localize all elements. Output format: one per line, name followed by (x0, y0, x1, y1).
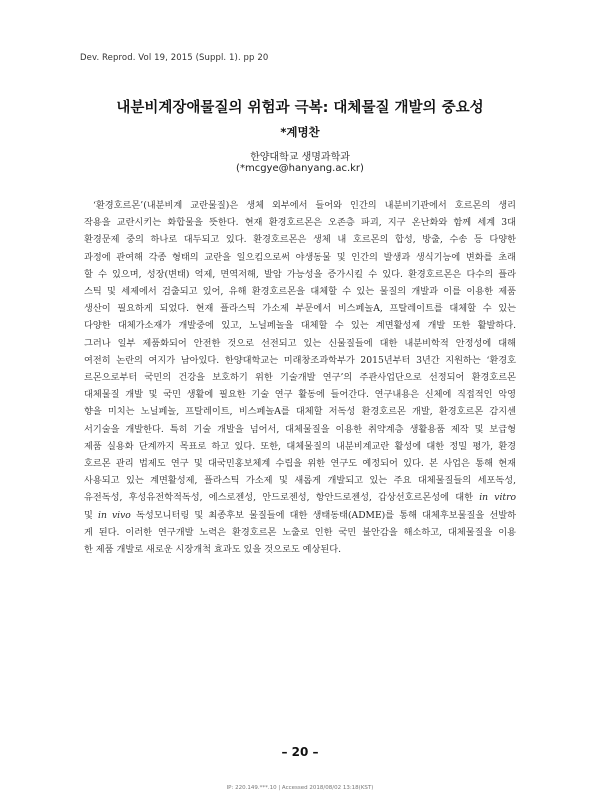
body-line: 대체물질 개발 및 국민 생활에 필요한 기술 연구 활동에 들어간다. 연구내용은 신체에 직접적인 악영 (84, 389, 516, 401)
body-line: 작용을 교란시키는 화합물을 뜻한다. 현재 환경호르몬은 오존층 파괴, 지구 온난화와 함께 세계 3대 (84, 217, 516, 229)
body-line-segment: 유전독성, 후성유전학적독성, 에스로젠성, 안드로젠성, 항안드로젠성, 갑상선호르몬성에 대한 (84, 492, 473, 504)
author-name: *계명찬 (280, 125, 320, 139)
body-line: 여전히 논란의 여지가 남아있다. 한양대학교는 미래창조과학부가 2015년부터 3년간 지원하는 ‘환경호 (84, 354, 516, 366)
body-line: 할 수 있으며, 성장(변태) 억제, 면역저해, 발암 가능성을 증가시킬 수 있다. 환경호르몬은 다수의 플라 (84, 268, 516, 280)
body-line: 르몬으로부터 국민의 건강을 보호하기 위한 기술개발 연구’의 주관사업단으로 선정되어 환경호르몬 (84, 372, 516, 384)
body-line: 제품 실용화 단계까지 목표로 하고 있다. 또한, 대체물질의 내분비계교란 활성에 대한 정밀 평가, 환경 (84, 440, 516, 452)
author-affiliation: 한양대학교 생명과학과 (250, 152, 350, 163)
body-line: 한 제품 개발로 새로운 시장개척 효과도 있을 것으로도 예상된다. (84, 544, 342, 556)
body-line-segment: 및 (84, 509, 93, 521)
body-line: 스틱 및 세제에서 검출되고 있어, 유해 환경호르몬을 대체할 수 있는 물질의 개발과 이를 이용한 제품 (84, 286, 516, 298)
in-vitro-term: in vitro (479, 492, 516, 504)
body-line: 과정에 관여해 각종 형태의 교란을 일으킴으로써 야생동물 및 인간의 발생과 생식기능에 변화를 초래 (84, 251, 516, 263)
body-line: ‘환경호르몬’(내분비계 교란물질)은 생체 외부에서 들어와 인간의 내분비기관에서 호르몬의 생리 (93, 200, 516, 211)
body-line: 다양한 대체가소재가 개발중에 있고, 노닐페놀을 대체할 수 있는 계면활성제 개발 또한 활발하다. (84, 320, 516, 332)
access-watermark: IP: 220.149.***.10 | Accessed 2018/08/02 13:18(KST) (226, 785, 374, 791)
body-line: 그러나 일부 제품화되어 안전한 것으로 선전되고 있는 신물질들에 대한 내분비학적 안정성에 대해 (84, 337, 516, 349)
body-line: 사용되고 있는 계면활성제, 플라스틱 가소제 및 새롭게 개발되고 있는 주요 대체물질들의 세포독성, (84, 475, 516, 487)
body-line: 향을 미치는 노닐페놀, 프탈레이트, 비스페놀A를 대체할 저독성 환경호르몬 개발, 환경호르몬 감지센 (84, 406, 516, 418)
body-line: 게 된다. 이러한 연구개발 노력은 환경호르몬 노출로 인한 국민 불안감을 해소하고, 대체물질을 이용 (84, 526, 516, 538)
body-line-mixed (84, 489, 516, 506)
body-line: 호르몬 관리 법제도 연구 및 대국민홍보체계 수립을 위한 연구도 예정되어 있다. 본 사업은 통해 현재 (84, 458, 516, 470)
journal-reference: Dev. Reprod. Vol 19, 2015 (Suppl. 1). pp 20 (80, 53, 269, 63)
article-title: 내분비계장애물질의 위험과 극복: 대체물질 개발의 중요성 (116, 100, 484, 116)
author-email: (*mcgye@hanyang.ac.kr) (236, 163, 364, 174)
body-line: 환경문제 중의 하나로 대두되고 있다. 환경호르몬은 생체 내 호르몬의 합성, 방출, 수송 등 다양한 (84, 234, 516, 246)
abstract-body (84, 197, 516, 558)
body-line: 생산이 필요하게 되었다. 현재 플라스틱 가소제 부문에서 비스페놀A, 프탈레이트를 대체할 수 있는 (84, 303, 516, 315)
in-vivo-term: in vivo (98, 509, 131, 521)
body-line-mixed (84, 507, 516, 524)
page-number: – 20 – (281, 745, 319, 759)
body-line-segment: 독성모니터링 및 최종후보 물질들에 대한 생태동태(ADME)를 통해 대체후보물질을 선발하 (135, 509, 516, 521)
body-line: 서기술을 개발한다. 특히 기술 개발을 넘어서, 대체물질을 이용한 취약계층 생활용품 제작 및 보급형 (84, 423, 516, 435)
